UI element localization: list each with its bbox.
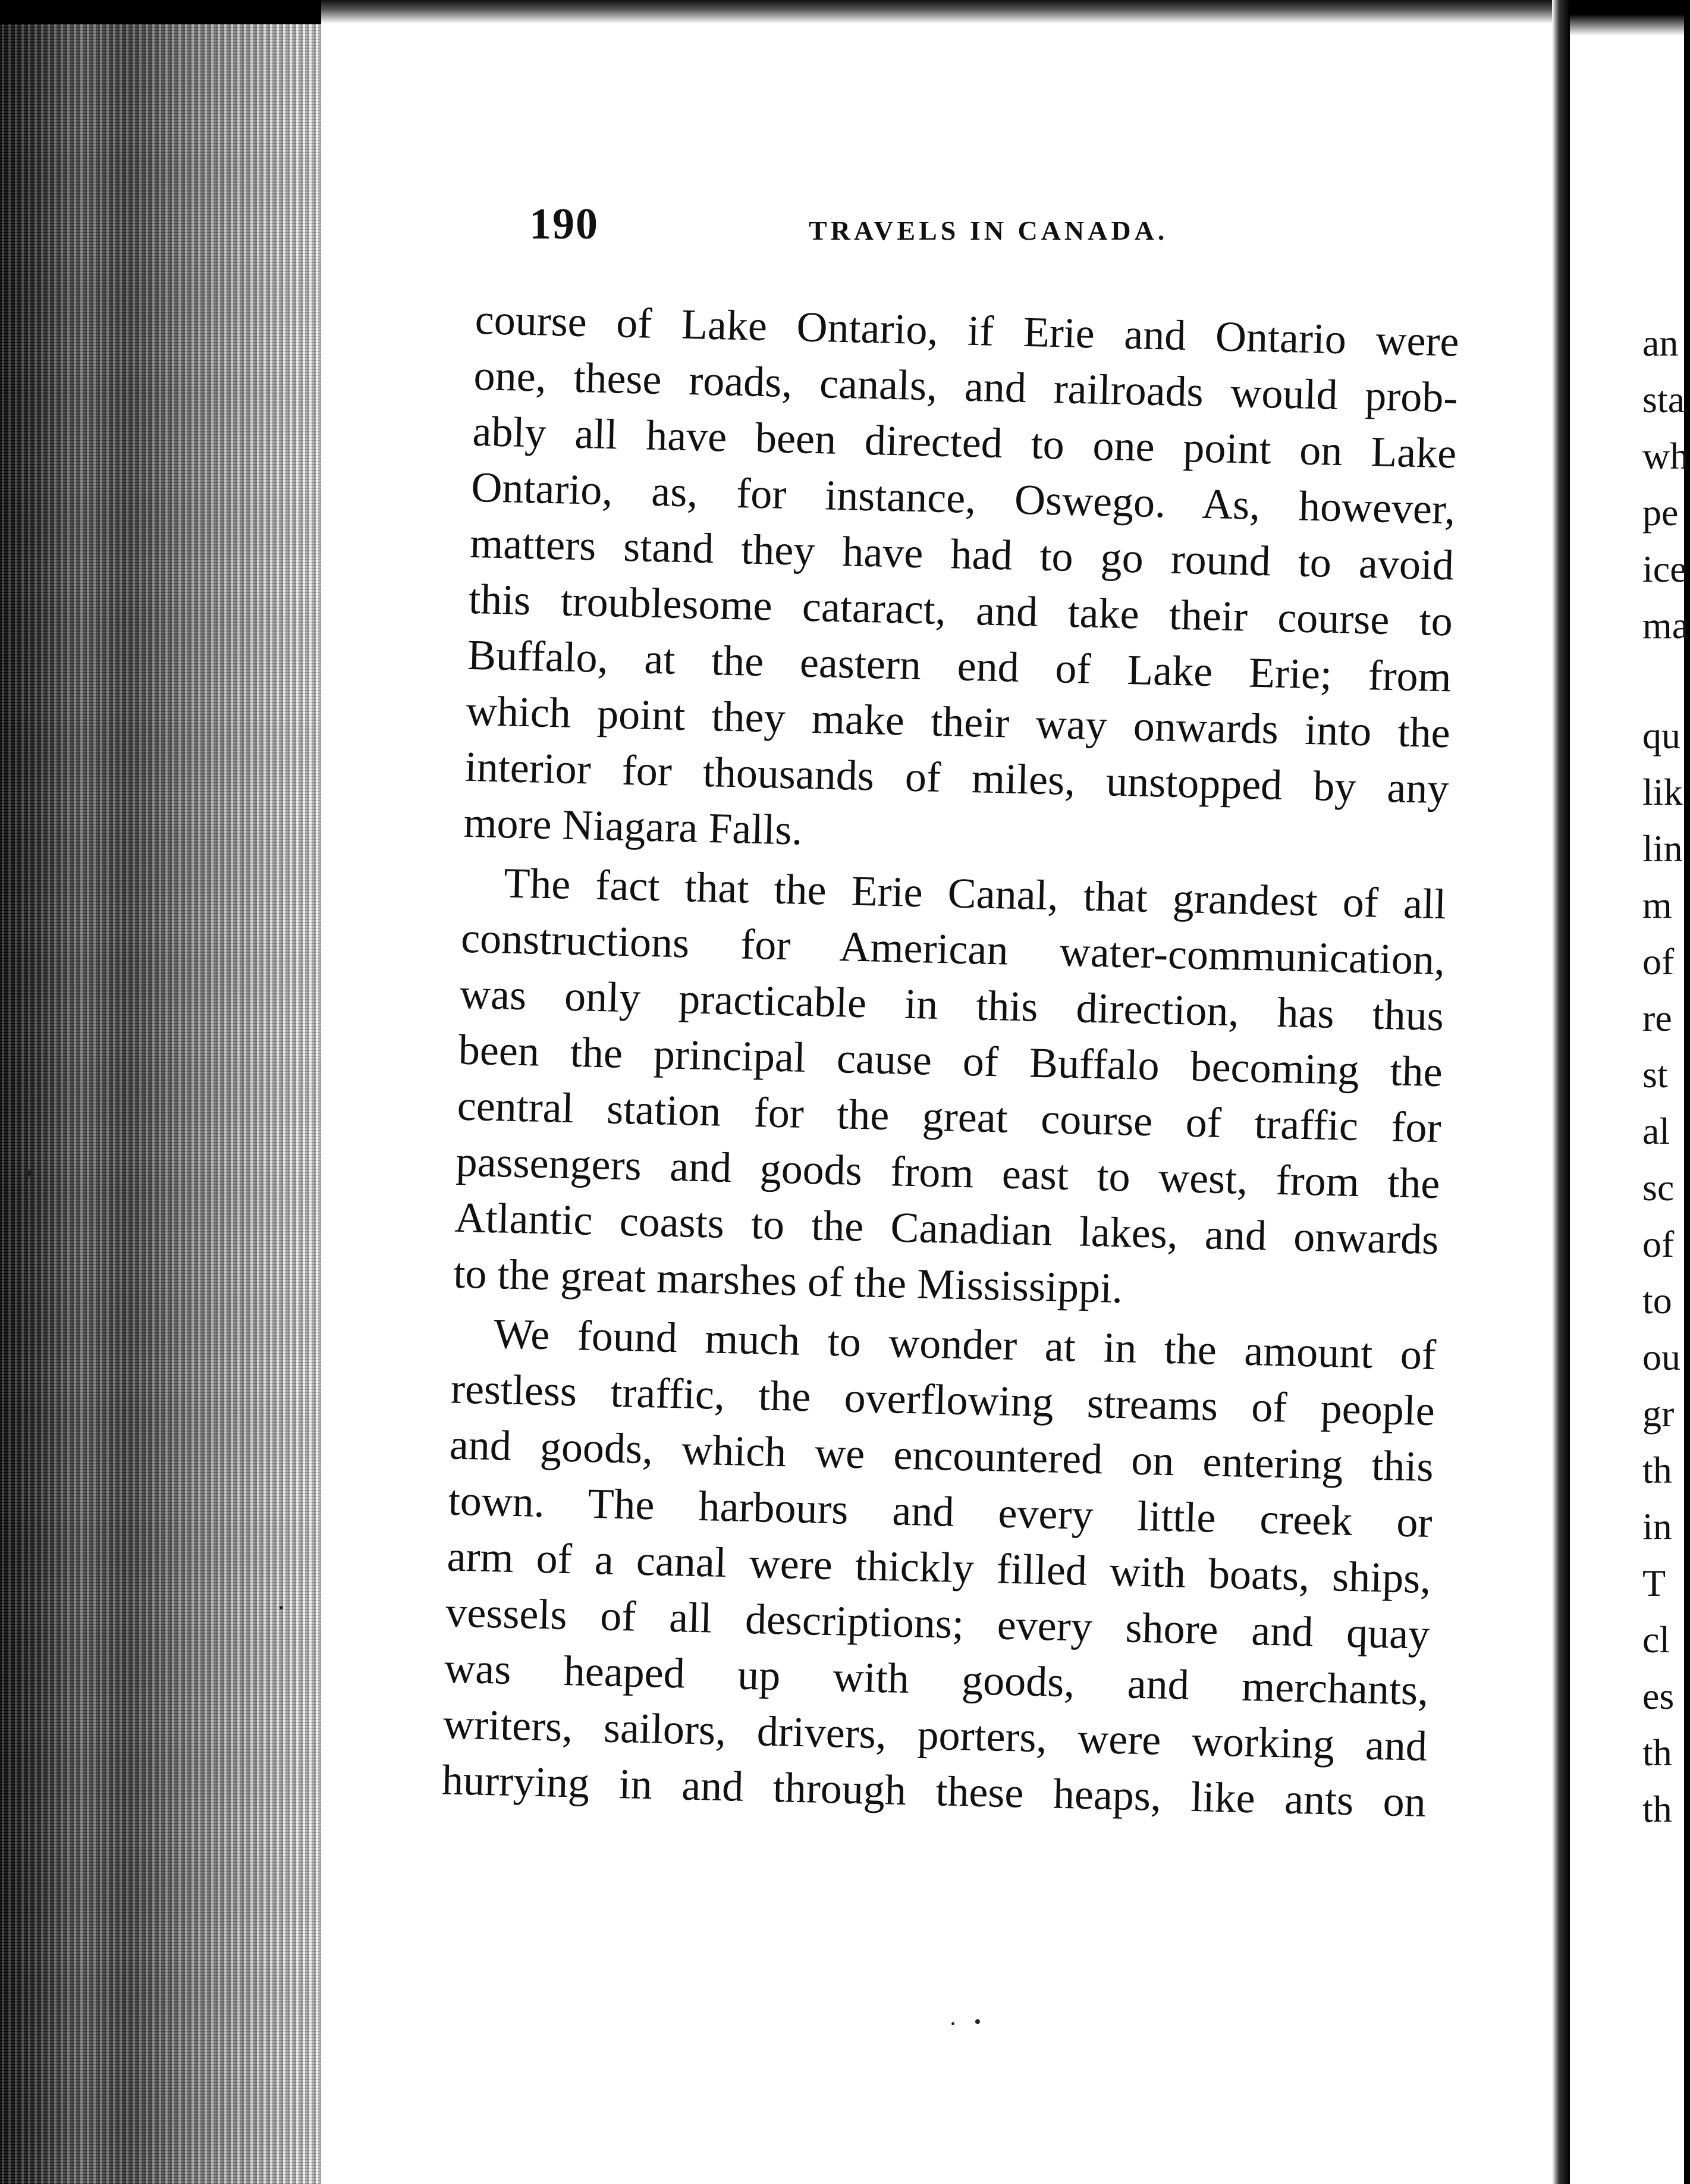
book-gutter xyxy=(1552,0,1570,2184)
text-line: constructions for American water-communication, xyxy=(460,914,1446,984)
text-line: Ontario, as, for instance, Oswego. As, however, xyxy=(470,463,1456,534)
text-line: arm of a canal were thickly filled with boats, ships, xyxy=(446,1532,1432,1602)
text-line: The fact that the Erie Canal, that grandest of all xyxy=(503,859,1447,928)
text-line: central station for the great course of traffic for xyxy=(457,1081,1442,1152)
fragment: th xyxy=(1642,1788,1672,1830)
text-line: more Niagara Falls. xyxy=(463,798,803,854)
fragment: st xyxy=(1642,1053,1668,1096)
fragment: T xyxy=(1642,1562,1666,1604)
fragment: m xyxy=(1642,884,1672,926)
fragment: ou xyxy=(1642,1336,1680,1378)
text-line: passengers and goods from east to west, from the xyxy=(455,1137,1441,1208)
fragment: pe xyxy=(1642,491,1679,534)
fragment: es xyxy=(1642,1675,1675,1717)
fragment: th xyxy=(1642,1731,1672,1774)
text-line: Atlantic coasts to the Canadian lakes, and onwards xyxy=(454,1193,1440,1264)
text-line: writers, sailors, drivers, porters, were working and xyxy=(442,1700,1428,1770)
text-line: town. The harbours and every little creek or xyxy=(447,1476,1433,1547)
fragment: cl xyxy=(1642,1618,1670,1661)
text-line: matters stand they have had to go round to avoid xyxy=(469,519,1455,589)
fragment: qu xyxy=(1642,714,1680,757)
text-line: course of Lake Ontario, if Erie and Ontario were xyxy=(475,295,1460,366)
text-line: hurrying in and through these heaps, like ants on xyxy=(441,1756,1427,1826)
page-edge-stack xyxy=(0,0,333,2184)
fragment: gr xyxy=(1642,1392,1675,1435)
fragment: sta xyxy=(1642,378,1685,421)
fragment: ice xyxy=(1642,548,1687,590)
running-head: TRAVELS IN CANADA. xyxy=(809,215,1168,246)
fragment: th xyxy=(1642,1449,1672,1491)
fragment: to xyxy=(1642,1279,1672,1322)
text-line: vessels of all descriptions; every shore and quay xyxy=(445,1588,1431,1658)
fragment: sc xyxy=(1642,1166,1675,1209)
text-line: restless traffic, the overflowing streams of people xyxy=(450,1364,1435,1435)
left-page-top-shadow xyxy=(321,0,1558,24)
scan-speck xyxy=(24,1171,34,1176)
fragment: in xyxy=(1642,1505,1672,1548)
scan-speck xyxy=(975,2019,980,2024)
text-line: to the great marshes of the Mississippi. xyxy=(453,1249,1124,1313)
text-line: Buffalo, at the eastern end of Lake Erie; from xyxy=(467,630,1452,701)
text-line: one, these roads, canals, and railroads would prob- xyxy=(473,351,1459,422)
fragment: wh xyxy=(1642,435,1689,477)
page-number: 190 xyxy=(529,200,599,249)
text-line: was heaped up with goods, and merchants, xyxy=(444,1644,1429,1714)
fragment: ma xyxy=(1642,604,1689,647)
text-line: We found much to wonder at in the amount of xyxy=(493,1310,1437,1379)
body-text xyxy=(441,291,1459,1830)
fragment: lin xyxy=(1642,827,1683,870)
fragment: re xyxy=(1642,997,1672,1039)
fragment: an xyxy=(1642,322,1679,364)
page-edge-top-shadow xyxy=(0,0,333,24)
text-line: and goods, which we encountered on entering this xyxy=(449,1420,1434,1491)
scan-speck xyxy=(279,1606,283,1609)
fragment: lik xyxy=(1642,771,1683,813)
text-line: was only practicable in this direction, has thus xyxy=(459,969,1444,1040)
page-header xyxy=(529,199,1213,265)
text-line: been the principal cause of Buffalo becoming the xyxy=(458,1025,1443,1096)
text-line: interior for thousands of miles, unstopped by any xyxy=(464,742,1450,813)
text-line: which point they make their way onwards into the xyxy=(466,686,1451,757)
text-line: ably all have been directed to one point on Lake xyxy=(472,407,1457,478)
right-page-top-shadow xyxy=(1570,0,1684,36)
fragment: of xyxy=(1642,1223,1675,1265)
scan-speck xyxy=(951,2022,954,2025)
fragment: al xyxy=(1642,1110,1670,1152)
text-line: this troublesome cataract, and take their course to xyxy=(468,575,1453,645)
fragment: of xyxy=(1642,940,1675,983)
